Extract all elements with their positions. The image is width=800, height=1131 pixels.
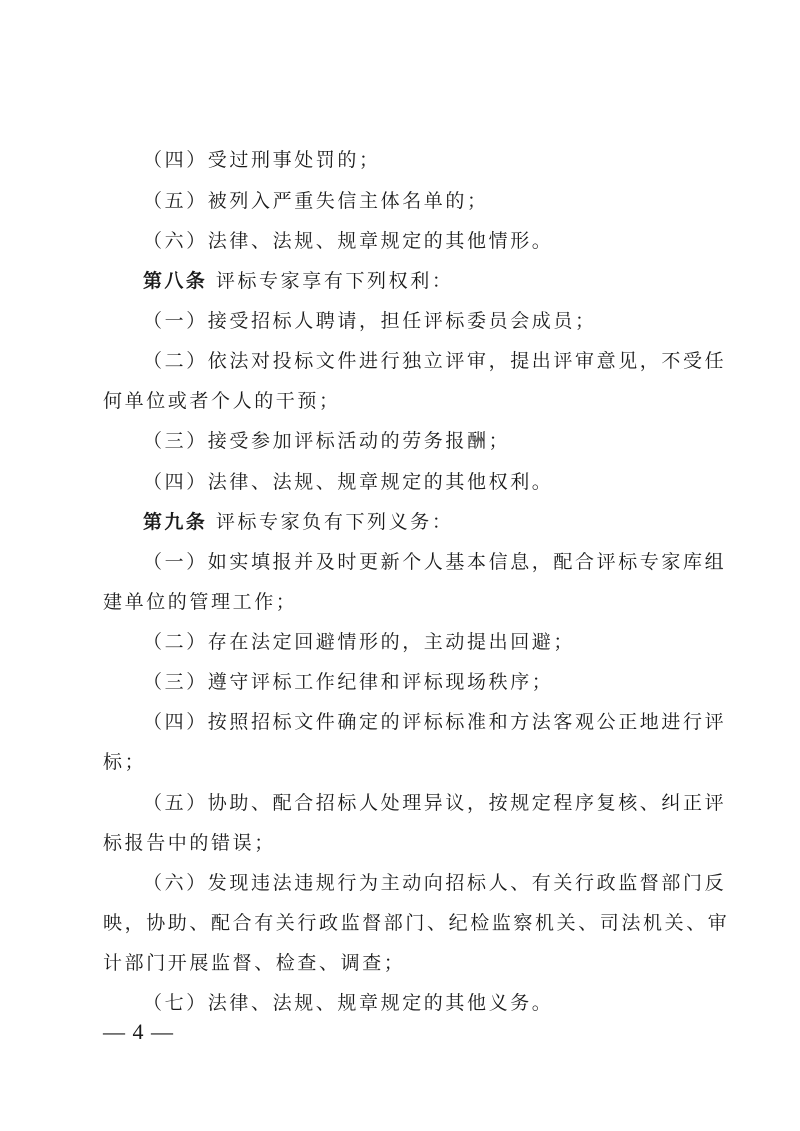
article-eight-text: 评标专家享有下列权利： [215, 270, 454, 292]
paragraph-line: （六）发现违法违规行为主动向招标人、有关行政监督部门反 [143, 872, 727, 894]
article-nine-label: 第九条 [143, 511, 208, 533]
paragraph-line: （四）法律、法规、规章规定的其他权利。 [143, 471, 554, 493]
paragraph-line: （一）接受招标人聘请，担任评标委员会成员； [143, 310, 597, 332]
paragraph-line: 建单位的管理工作； [103, 591, 298, 613]
paragraph-line: （二）存在法定回避情形的，主动提出回避； [143, 631, 576, 653]
paragraph-line: 标报告中的错误； [103, 832, 276, 854]
paragraph-line: （七）法律、法规、规章规定的其他义务。 [143, 992, 554, 1014]
paragraph-line: （六）法律、法规、规章规定的其他情形。 [143, 230, 554, 252]
page-number: — 4 — [103, 1019, 174, 1044]
paragraph-line: （四）受过刑事处罚的； [143, 149, 381, 171]
paragraph-line: （三）接受参加评标活动的劳务报酬； [143, 430, 511, 452]
article-eight-label: 第八条 [143, 270, 208, 292]
article-eight-heading [0, 266, 800, 296]
paragraph-line: 标； [103, 751, 147, 773]
paragraph-line: 计部门开展监督、检查、调查； [103, 952, 406, 974]
article-nine-heading [0, 507, 800, 537]
paragraph-line: （五）被列入严重失信主体名单的； [143, 190, 489, 212]
paragraph-line: 映，协助、配合有关行政监督部门、纪检监察机关、司法机关、审 [103, 912, 730, 934]
paragraph-line: （五）协助、配合招标人处理异议，按规定程序复核、纠正评 [143, 792, 727, 814]
paragraph-line: （一）如实填报并及时更新个人基本信息，配合评标专家库组 [143, 551, 727, 573]
paragraph-line: （二）依法对投标文件进行独立评审，提出评审意见，不受任 [143, 350, 727, 372]
paragraph-line: （三）遵守评标工作纪律和评标现场秩序； [143, 671, 554, 693]
article-nine-text: 评标专家负有下列义务： [215, 511, 454, 533]
paragraph-line: （四）按照招标文件确定的评标标准和方法客观公正地进行评 [143, 711, 727, 733]
paragraph-line: 何单位或者个人的干预； [103, 390, 341, 412]
